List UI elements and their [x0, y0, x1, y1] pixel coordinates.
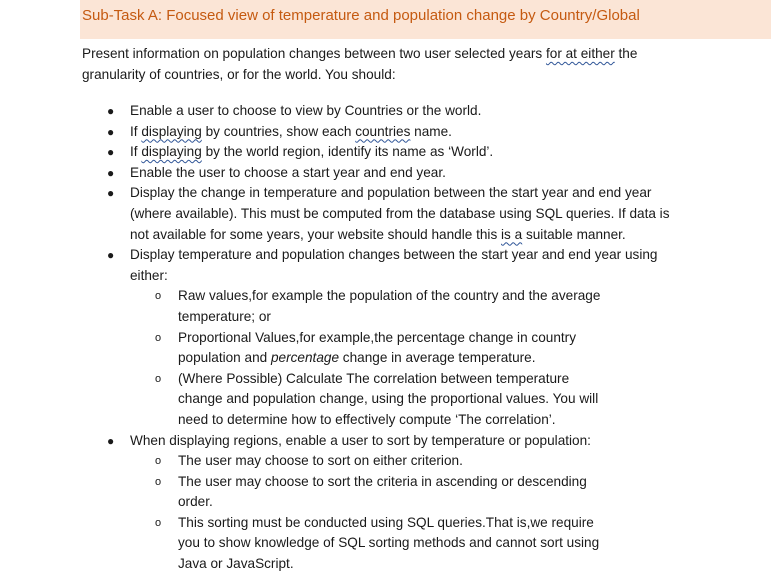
spellcheck-word: countries	[355, 123, 411, 139]
sub-list-item-text: The user may choose to sort on either criterion.	[178, 453, 463, 469]
sub-list-item	[0, 286, 691, 327]
spellcheck-word: is a	[501, 226, 523, 242]
list-item-text: Enable a user to choose to view by Countries or the world.	[130, 103, 482, 118]
list-item-text: name.	[410, 123, 452, 139]
sub-list-item-text: Proportional Values,for example,the percentage change in country population and	[178, 329, 576, 366]
list-item-text: suitable manner.	[522, 226, 626, 242]
bullet-marker: ●	[107, 433, 115, 448]
intro-text-end: the granularity of countries, or for the world. You should:	[82, 46, 638, 82]
sub-bullet-marker: o	[155, 455, 162, 468]
sub-list	[130, 286, 691, 430]
list-item	[0, 163, 771, 184]
list-item	[0, 245, 771, 430]
list-item-text: by the world region, identify its name as ‘World’.	[201, 144, 494, 160]
list-item-text: Display temperature and population changes between the start year and end year using either:	[130, 247, 658, 283]
sub-list-item-text: The user may choose to sort the criteria in ascending or descending order.	[178, 473, 587, 510]
list-item	[0, 101, 771, 122]
bullet-marker: ●	[107, 124, 115, 139]
sub-bullet-marker: o	[155, 475, 162, 488]
intro-spellcheck-phrase: for at either	[545, 46, 615, 61]
spellcheck-word: displaying	[141, 123, 202, 139]
sub-list-item-text: change in average temperature.	[339, 350, 536, 366]
list-item	[0, 122, 771, 143]
requirements-list	[0, 101, 771, 575]
sub-list-item	[0, 472, 691, 513]
bullet-marker: ●	[107, 145, 115, 160]
list-item-text: If	[130, 123, 142, 139]
list-item-text: Display the change in temperature and population between the start year and end year (where available). This must be computed from the database using SQL queries. If data is not available for some years, your website should handle this	[130, 185, 670, 242]
list-item-text: Enable the user to choose a start year and end year.	[130, 164, 446, 180]
sub-list	[130, 451, 691, 575]
sub-list-item-text: This sorting must be conducted using SQL queries.That is,we require you to show knowledge of SQL sorting methods and cannot sort using Java or JavaScript.	[178, 514, 600, 572]
sub-list-item	[0, 328, 691, 369]
bullet-marker: ●	[107, 186, 115, 201]
list-item-text: When displaying regions, enable a user to sort by temperature or population:	[130, 432, 591, 448]
list-item-text: If	[130, 144, 142, 160]
bullet-marker: ●	[107, 165, 115, 180]
spellcheck-word: displaying	[141, 144, 202, 160]
intro-text-start: Present information on population changes between two user selected years	[82, 46, 546, 61]
section-heading: Sub-Task A: Focused view of temperature and population change by Country/Global	[82, 7, 640, 24]
intro-paragraph	[82, 44, 682, 85]
sub-bullet-marker: o	[155, 516, 162, 529]
bullet-marker: ●	[107, 104, 115, 118]
sub-list-item-text: Raw values,for example the population of the country and the average temperature; or	[178, 288, 601, 324]
list-item	[0, 183, 771, 245]
sub-bullet-marker: o	[155, 331, 162, 344]
sub-list-item	[0, 369, 691, 431]
emphasized-text: percentage	[270, 350, 340, 366]
list-item	[0, 142, 771, 163]
sub-list-item	[0, 451, 691, 472]
sub-bullet-marker: o	[155, 290, 162, 303]
sub-list-item-text: (Where Possible) Calculate The correlation between temperature change and population change, using the proportional values. You will need to determine how to effectively compute ‘The correlation’.	[178, 370, 599, 427]
list-item-text: by countries, show each	[201, 123, 356, 139]
sub-list-item	[0, 513, 691, 575]
list-item	[0, 431, 771, 575]
bullet-marker: ●	[107, 248, 115, 263]
sub-bullet-marker: o	[155, 372, 162, 385]
